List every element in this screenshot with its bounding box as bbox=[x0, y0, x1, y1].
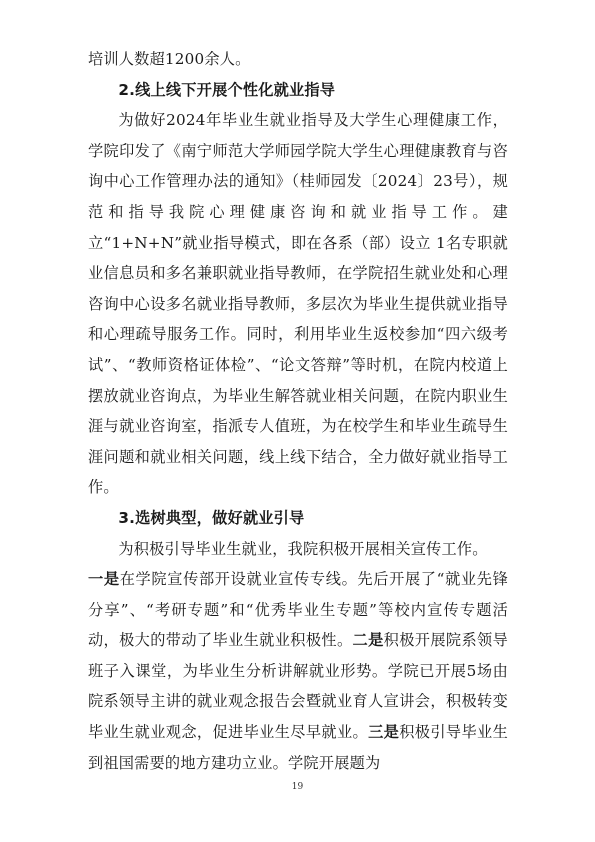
section-3-heading: 3.选树典型，做好就业引导 bbox=[118, 508, 305, 527]
intro-tail-paragraph: 培训人数超1200余人。 bbox=[88, 50, 251, 68]
section-2-heading: 2.线上线下开展个性化就业指导 bbox=[118, 80, 336, 99]
body-text bbox=[88, 44, 508, 778]
section-2-paragraph: 为做好2024年毕业生就业指导及大学生心理健康工作，学院印发了《南宁师范大学师园学院大学生心理健康教育与咨询中心工作管理办法的通知》（桂师园发〔2024〕23号），规范和指导我院心理健康咨询和就业指导工作。建立“1+N+N”就业指导模式，即在各系（部）设立 1名专职就业信息员和多名兼职就业指导教师，在学院招生就业处和心理咨询中心设多名就业指导教师，多层次为毕业生提供就业指导和心理疏导服务工作。同时，利用毕业生返校参加“四六级考试”、“教师资格证体检”、“论文答辩”等时机，在院内校道上摆放就业咨询点，为毕业生解答就业相关问题，在院内职业生涯与就业咨询室，指派专人值班，为在校学生和毕业生疏导生涯问题和就业相关问题，线上线下结合，全力做好就业指导工作。 bbox=[88, 111, 508, 497]
point-2-text: 积极开展院系领导班子入课堂，为毕业生分析讲解就业形势。学院已开展5场由院系领导主讲的就业观念报告会暨就业育人宣讲会，积极转变毕业生就业观念，促进毕业生尽早就业。 bbox=[88, 631, 508, 742]
page-number: 19 bbox=[291, 782, 304, 792]
point-1-label: 一是 bbox=[88, 570, 120, 589]
point-3-text: 积极引导毕业生到祖国需要的地方建功立业。学院开展题为 bbox=[88, 723, 508, 772]
point-3-label: 三是 bbox=[368, 723, 400, 742]
section-3-lead-paragraph: 为积极引导毕业生就业，我院积极开展相关宣传工作。 bbox=[118, 539, 488, 558]
point-2-label: 二是 bbox=[352, 631, 384, 650]
point-1-text: 在学院宣传部开设就业宣传专线。先后开展了“就业先锋分享”、“考研专题”和“优秀毕业生专题”等校内宣传专题活动，极大的带动了毕业生就业积极性。 bbox=[88, 570, 509, 650]
section-3-points-paragraph bbox=[88, 564, 508, 778]
